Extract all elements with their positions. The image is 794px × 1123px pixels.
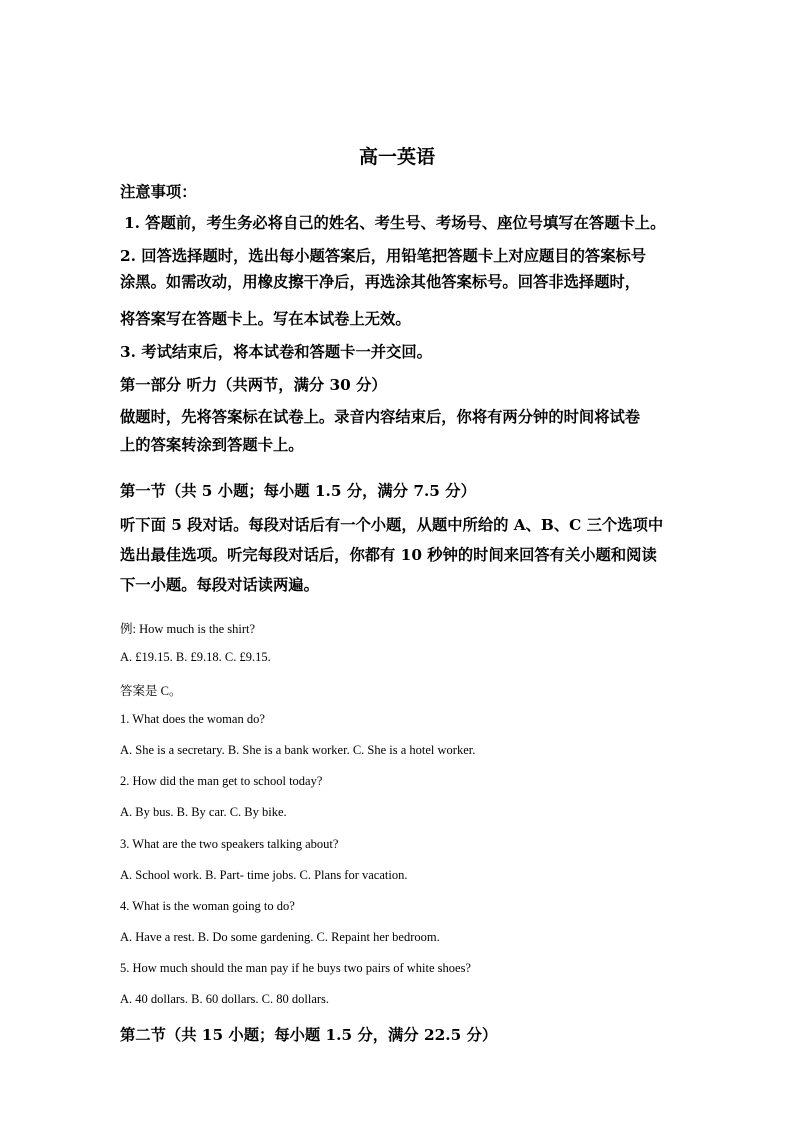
question-4-options: A. Have a rest. B. Do some gardening. C. Repaint her bedroom. xyxy=(120,930,440,944)
notice-item-3: 3. 考试结束后，将本试卷和答题卡一并交回。 xyxy=(120,343,432,361)
section1-intro-line-1: 听下面 5 段对话。每段对话后有一个小题，从题中所给的 A、B、C 三个选项中 xyxy=(120,516,664,534)
example-question: 例: How much is the shirt? xyxy=(120,622,256,636)
page-title: 高一英语 xyxy=(358,146,435,168)
question-5-options: A. 40 dollars. B. 60 dollars. C. 80 dollars. xyxy=(120,992,330,1006)
notice-item-1: 1. 答题前，考生务必将自己的姓名、考生号、考场号、座位号填写在答题卡上。 xyxy=(124,214,666,232)
section2-heading: 第二节（共 15 小题；每小题 1.5 分，满分 22.5 分） xyxy=(120,1026,498,1044)
notice-item-2-line-2: 涂黑。如需改动，用橡皮擦干净后，再选涂其他答案标号。回答非选择题时， xyxy=(120,273,641,291)
notice-item-2-line-3: 将答案写在答题卡上。写在本试卷上无效。 xyxy=(120,310,411,328)
notice-heading: 注意事项： xyxy=(120,183,197,201)
question-4: 4. What is the woman going to do? xyxy=(120,899,295,913)
section1-heading: 第一节（共 5 小题；每小题 1.5 分，满分 7.5 分） xyxy=(120,482,476,500)
question-1: 1. What does the woman do? xyxy=(120,712,265,726)
example-options: A. £19.15. B. £9.18. C. £9.15. xyxy=(120,650,271,664)
part1-intro-line-1: 做题时，先将答案标在试卷上。录音内容结束后，你将有两分钟的时间将试卷 xyxy=(120,408,641,426)
part1-intro-line-2: 上的答案转涂到答题卡上。 xyxy=(120,436,304,454)
question-1-options: A. She is a secretary. B. She is a bank worker. C. She is a hotel worker. xyxy=(120,743,476,757)
notice-item-2-line-1: 2. 回答选择题时，选出每小题答案后，用铅笔把答题卡上对应题目的答案标号 xyxy=(120,247,647,265)
question-2: 2. How did the man get to school today? xyxy=(120,774,323,788)
question-3-options: A. School work. B. Part- time jobs. C. Plans for vacation. xyxy=(120,868,408,882)
section1-intro-line-2: 选出最佳选项。听完每段对话后，你都有 10 秒钟的时间来回答有关小题和阅读 xyxy=(120,546,657,564)
question-5: 5. How much should the man pay if he buys two pairs of white shoes? xyxy=(120,961,471,975)
example-answer: 答案是 C。 xyxy=(120,684,182,698)
question-2-options: A. By bus. B. By car. C. By bike. xyxy=(120,805,287,819)
part1-heading: 第一部分 听力（共两节，满分 30 分） xyxy=(120,376,387,394)
section1-intro-line-3: 下一小题。每段对话读两遍。 xyxy=(120,576,319,594)
question-3: 3. What are the two speakers talking about? xyxy=(120,837,339,851)
